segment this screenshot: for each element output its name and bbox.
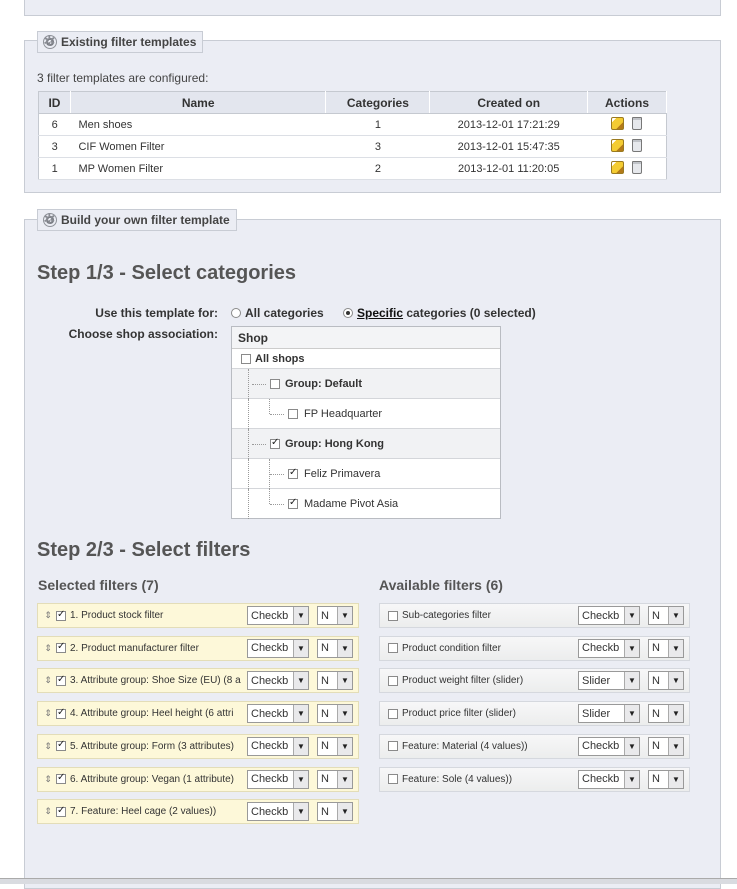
filter-label: Feature: Sole (4 values)) [402, 773, 513, 785]
build-legend-label: Build your own filter template [61, 213, 230, 227]
filter-checkbox[interactable] [388, 676, 398, 686]
chevron-down-icon[interactable]: ▼ [624, 738, 639, 755]
filter-checkbox[interactable] [388, 774, 398, 784]
filter-option-select[interactable] [648, 770, 684, 789]
filter-row[interactable] [37, 767, 359, 792]
templates-table [38, 91, 667, 180]
pencil-icon[interactable] [611, 117, 624, 130]
chevron-down-icon[interactable]: ▼ [624, 640, 639, 657]
trash-icon[interactable] [632, 161, 642, 174]
row-created: 2013-12-01 17:21:29 [430, 114, 588, 136]
filter-checkbox[interactable] [56, 676, 66, 686]
chevron-down-icon[interactable]: ▼ [293, 738, 308, 755]
filter-type-value: Checkb [251, 609, 289, 622]
build-template-legend [37, 209, 237, 231]
filter-option-value: N [321, 609, 329, 622]
filter-option-value: N [652, 642, 660, 655]
filter-checkbox[interactable] [56, 643, 66, 653]
step2-heading: Step 2/3 - Select filters [37, 539, 251, 561]
filter-type-select[interactable] [247, 704, 309, 723]
filter-type-value: Checkb [251, 773, 289, 785]
chevron-down-icon[interactable]: ▼ [668, 640, 683, 657]
filter-label: Product weight filter (slider) [402, 675, 524, 687]
filter-option-select[interactable] [648, 737, 684, 756]
filter-type-select[interactable] [578, 606, 640, 625]
drag-handle-icon[interactable]: ⇕ [44, 610, 52, 620]
shop-tree [231, 326, 501, 519]
filter-row[interactable] [37, 799, 359, 824]
chevron-down-icon[interactable]: ▼ [668, 607, 683, 624]
filter-checkbox[interactable] [56, 774, 66, 784]
shop-tree-header: Shop [232, 327, 500, 349]
filter-type-value: Checkb [582, 609, 620, 622]
row-actions [588, 136, 667, 158]
filter-checkbox[interactable] [388, 611, 398, 621]
chevron-down-icon[interactable]: ▼ [668, 705, 683, 722]
filter-option-value: N [321, 674, 329, 687]
filter-type-select[interactable] [578, 671, 640, 690]
filter-option-select[interactable] [317, 639, 353, 658]
filter-option-value: N [652, 773, 660, 785]
checkbox[interactable] [270, 379, 280, 389]
trash-icon[interactable] [632, 139, 642, 152]
filter-label: 6. Attribute group: Vegan (1 attribute) [70, 773, 234, 785]
filter-checkbox[interactable] [56, 807, 66, 817]
checkbox[interactable] [241, 354, 251, 364]
filter-type-select[interactable] [578, 770, 640, 789]
available-filters-title: Available filters (6) [379, 577, 503, 593]
step1-heading: Step 1/3 - Select categories [37, 262, 297, 284]
filter-option-value: N [321, 773, 329, 785]
filter-option-select[interactable] [317, 704, 353, 723]
row-name: CIF Women Filter [70, 136, 325, 158]
chevron-down-icon[interactable]: ▼ [337, 607, 352, 624]
filter-label: Sub-categories filter [402, 610, 491, 621]
filter-row[interactable] [379, 668, 690, 693]
filter-type-value: Checkb [251, 674, 289, 687]
row-categories: 2 [326, 158, 430, 180]
browser-status-bar [0, 878, 737, 884]
filter-row[interactable] [37, 636, 359, 661]
use-template-label: Use this template for: [95, 306, 218, 320]
filter-option-value: N [652, 674, 660, 687]
filter-label: 4. Attribute group: Heel height (6 attri [70, 708, 234, 720]
tree-row-all-shops[interactable] [232, 349, 500, 369]
filter-checkbox[interactable] [56, 611, 66, 621]
table-row [39, 158, 667, 180]
chevron-down-icon[interactable]: ▼ [293, 705, 308, 722]
drag-handle-icon[interactable]: ⇕ [44, 773, 52, 784]
filter-type-value: Checkb [251, 805, 289, 818]
filter-checkbox[interactable] [56, 741, 66, 751]
filter-row[interactable] [37, 603, 359, 628]
filter-type-value: Checkb [582, 740, 620, 753]
filter-option-select[interactable] [317, 737, 353, 756]
filter-option-select[interactable] [317, 606, 353, 625]
filter-row[interactable] [37, 734, 359, 759]
filter-type-select[interactable] [247, 802, 309, 821]
filter-option-select[interactable] [648, 606, 684, 625]
filter-checkbox[interactable] [388, 643, 398, 653]
top-fieldset [24, 0, 721, 16]
filter-type-select[interactable] [578, 639, 640, 658]
col-categories: Categories [326, 92, 430, 114]
row-id: 6 [39, 114, 71, 136]
filter-option-value: N [321, 740, 329, 753]
filter-label: 2. Product manufacturer filter [70, 642, 199, 654]
tree-row-shop[interactable] [232, 489, 500, 519]
filter-option-value: N [652, 707, 660, 720]
all-shops-label: All shops [255, 352, 305, 365]
chevron-down-icon[interactable]: ▼ [624, 771, 639, 788]
shop-fp-hq-label: FP Headquarter [304, 407, 383, 420]
chevron-down-icon[interactable]: ▼ [293, 640, 308, 657]
col-created: Created on [430, 92, 588, 114]
drag-handle-icon[interactable]: ⇕ [44, 642, 52, 653]
filter-row[interactable] [379, 734, 690, 759]
checkbox-checked[interactable] [270, 439, 280, 449]
filter-row[interactable] [379, 701, 690, 726]
chevron-down-icon[interactable]: ▼ [337, 640, 352, 657]
col-actions: Actions [588, 92, 667, 114]
filter-option-select[interactable] [648, 639, 684, 658]
filter-option-select[interactable] [648, 704, 684, 723]
chevron-down-icon[interactable]: ▼ [337, 705, 352, 722]
radio-all-categories[interactable] [231, 306, 324, 320]
chevron-down-icon[interactable]: ▼ [668, 738, 683, 755]
radio-specific-categories[interactable] [343, 306, 536, 320]
filter-type-select[interactable] [578, 737, 640, 756]
filter-type-value: Slider [582, 674, 611, 687]
table-row [39, 136, 667, 158]
filter-type-select[interactable] [247, 639, 309, 658]
radio-icon[interactable] [343, 308, 353, 318]
filter-label: 3. Attribute group: Shoe Size (EU) (8 a [70, 675, 241, 687]
filter-label: Product condition filter [402, 642, 501, 654]
table-row [39, 114, 667, 136]
checkbox-checked[interactable] [288, 469, 298, 479]
row-categories: 1 [326, 114, 430, 136]
filter-label: 5. Attribute group: Form (3 attributes) [70, 740, 234, 752]
radio-icon[interactable] [231, 308, 241, 318]
row-name: MP Women Filter [70, 158, 325, 180]
filter-type-value: Checkb [251, 642, 289, 655]
existing-legend-label: Existing filter templates [61, 35, 197, 49]
group-hk-label: Group: Hong Kong [285, 437, 384, 450]
filter-label: 7. Feature: Heel cage (2 values)) [70, 806, 217, 818]
tree-row-group-default[interactable] [232, 369, 500, 399]
filter-type-value: Checkb [251, 707, 289, 720]
filter-option-select[interactable] [317, 770, 353, 789]
trash-icon[interactable] [632, 117, 642, 130]
filter-label: 1. Product stock filter [70, 610, 164, 621]
filter-option-select[interactable] [648, 671, 684, 690]
drag-handle-icon[interactable]: ⇕ [44, 806, 52, 817]
filter-row[interactable] [379, 767, 690, 792]
filter-row[interactable] [379, 603, 690, 628]
row-id: 3 [39, 136, 71, 158]
drag-handle-icon[interactable]: ⇕ [44, 740, 52, 751]
filter-option-value: N [652, 740, 660, 753]
col-id: ID [39, 92, 71, 114]
filter-type-value: Checkb [582, 642, 620, 655]
chevron-down-icon[interactable]: ▼ [337, 672, 352, 689]
pencil-icon[interactable] [611, 139, 624, 152]
filter-row[interactable] [379, 636, 690, 661]
filter-option-select[interactable] [317, 671, 353, 690]
filter-option-value: N [321, 805, 329, 818]
chevron-down-icon[interactable]: ▼ [668, 771, 683, 788]
filter-type-select[interactable] [247, 671, 309, 690]
checkbox[interactable] [288, 409, 298, 419]
filter-checkbox[interactable] [56, 709, 66, 719]
filter-type-select[interactable] [247, 737, 309, 756]
filter-type-select[interactable] [247, 770, 309, 789]
chevron-down-icon[interactable]: ▼ [293, 607, 308, 624]
chevron-down-icon[interactable]: ▼ [624, 705, 639, 722]
chevron-down-icon[interactable]: ▼ [293, 771, 308, 788]
row-created: 2013-12-01 11:20:05 [430, 158, 588, 180]
group-default-label: Group: Default [285, 377, 362, 390]
existing-templates-legend [37, 31, 203, 53]
table-header-row [39, 92, 667, 114]
pencil-icon[interactable] [611, 161, 624, 174]
col-name: Name [70, 92, 325, 114]
row-id: 1 [39, 158, 71, 180]
chevron-down-icon[interactable]: ▼ [337, 771, 352, 788]
filter-checkbox[interactable] [388, 741, 398, 751]
filter-type-value: Checkb [251, 740, 289, 753]
filter-row[interactable] [37, 668, 359, 693]
gear-icon [43, 213, 57, 227]
filter-label: Product price filter (slider) [402, 708, 516, 720]
selected-filters-title: Selected filters (7) [38, 577, 159, 593]
drag-handle-icon[interactable]: ⇕ [44, 708, 52, 719]
chevron-down-icon[interactable]: ▼ [293, 672, 308, 689]
filter-option-value: N [321, 642, 329, 655]
filter-option-value: N [321, 707, 329, 720]
filter-row[interactable] [37, 701, 359, 726]
chevron-down-icon[interactable]: ▼ [624, 607, 639, 624]
chevron-down-icon[interactable]: ▼ [337, 738, 352, 755]
tree-row-shop[interactable] [232, 459, 500, 489]
checkbox-checked[interactable] [288, 499, 298, 509]
chevron-down-icon[interactable]: ▼ [624, 672, 639, 689]
specific-link[interactable]: Specific [357, 306, 404, 320]
filter-label: Feature: Material (4 values)) [402, 740, 528, 752]
filter-checkbox[interactable] [388, 709, 398, 719]
row-categories: 3 [326, 136, 430, 158]
tree-row-group-hong-kong[interactable] [232, 429, 500, 459]
specific-rest-label: categories (0 selected) [403, 306, 536, 320]
filter-type-value: Slider [582, 707, 611, 720]
row-created: 2013-12-01 15:47:35 [430, 136, 588, 158]
row-actions [588, 114, 667, 136]
shop-feliz-label: Feliz Primavera [304, 467, 381, 480]
gear-icon [43, 35, 57, 49]
templates-count-text: 3 filter templates are configured: [37, 71, 209, 85]
drag-handle-icon[interactable]: ⇕ [44, 675, 52, 686]
filter-type-value: Checkb [582, 773, 620, 785]
chevron-down-icon[interactable]: ▼ [337, 803, 352, 820]
filter-option-select[interactable] [317, 802, 353, 821]
tree-row-shop[interactable] [232, 399, 500, 429]
filter-option-value: N [652, 609, 660, 622]
row-actions [588, 158, 667, 180]
filter-type-select[interactable] [578, 704, 640, 723]
chevron-down-icon[interactable]: ▼ [668, 672, 683, 689]
filter-type-select[interactable] [247, 606, 309, 625]
shop-madame-label: Madame Pivot Asia [304, 498, 399, 510]
shop-association-label: Choose shop association: [68, 327, 218, 341]
radio-all-label: All categories [245, 306, 324, 320]
row-name: Men shoes [70, 114, 325, 136]
chevron-down-icon[interactable]: ▼ [293, 803, 308, 820]
